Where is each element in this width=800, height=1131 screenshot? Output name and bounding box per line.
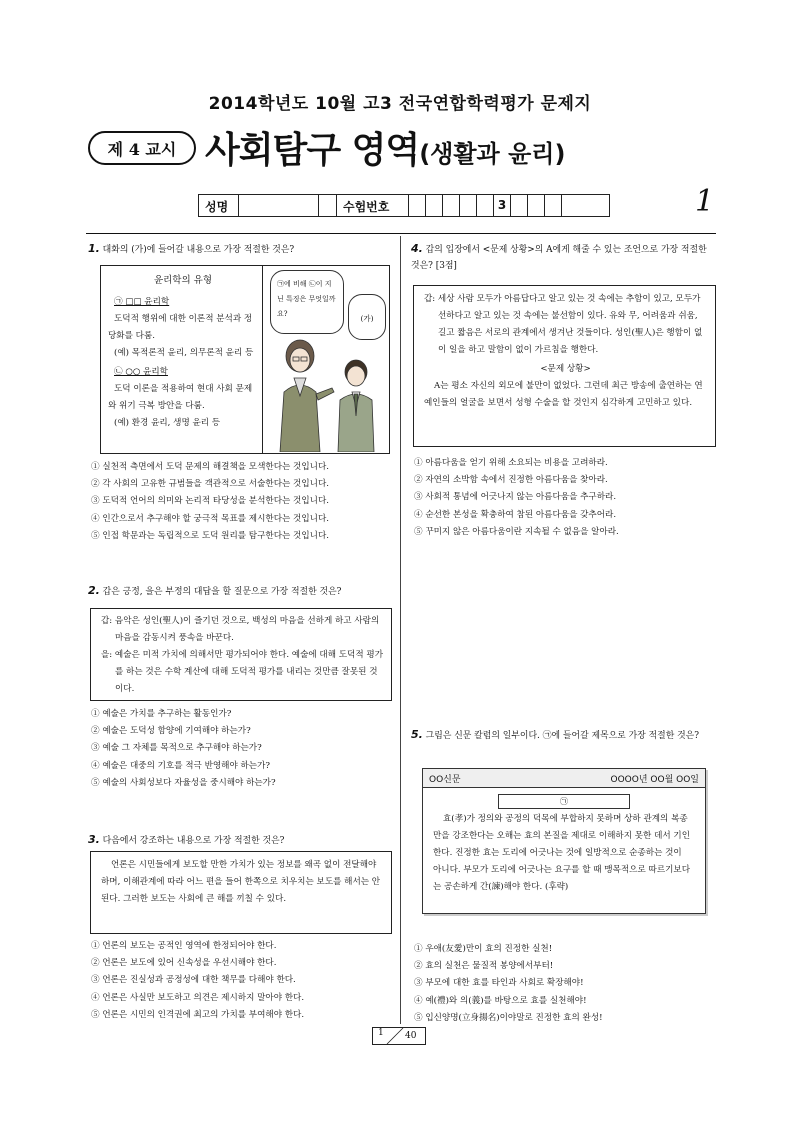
q5-blank-marker: ㉠ [560,797,568,806]
q5-question-text: 그림은 신문 칼럼의 일부이다. ㉠에 들어갈 제목으로 가장 적절한 것은? [425,731,699,741]
q2-option-3[interactable]: ③ 예술 그 자체를 목적으로 추구해야 하는가? [91,743,262,754]
q5-option-5[interactable]: ⑤ 입신양명(立身揚名)이야말로 진정한 효의 완성! [414,1012,603,1023]
q5-options [414,941,719,1027]
q1-type-b-desc: 도덕 이론을 적용하여 현대 사회 문제와 위기 극복 방안을 다룸. [108,384,253,411]
q3-question [88,832,393,849]
q3-option-2[interactable]: ② 언론은 보도에 있어 신속성을 우선시해야 한다. [91,958,277,969]
id-digit-4[interactable] [460,195,477,216]
id-digit-10[interactable] [562,195,579,216]
q1-types-panel [108,272,258,432]
q3-option-4[interactable]: ④ 언론은 사실만 보도하고 의견은 제시하지 말아야 한다. [91,992,305,1003]
id-digit-8[interactable] [528,195,545,216]
q5-paper-name: OO신문 [429,774,461,785]
q4-question [411,241,716,274]
q1-options [91,459,396,545]
header-rule [86,233,716,234]
q5-number: 5. [411,728,423,741]
q1-speech-bubble-teacher [270,270,344,334]
q3-passage: 언론은 시민들에게 보도할 만한 가치가 있는 정보를 왜곡 없이 전달해야 하며, 이해관계에 따라 어느 편을 들어 한쪽으로 치우치는 보도를 해서는 안 된다. 그러한 보도는 사회에 큰 해를 끼칠 수 있다. [101,860,381,904]
q5-paper-date: OOOO년 OO월 OO일 [610,774,699,785]
q5-option-3[interactable]: ③ 부모에 대한 효를 타인과 사회로 확장해야! [414,978,584,989]
id-digit-2[interactable] [426,195,443,216]
q5-option-2[interactable]: ② 효의 실천은 물질적 봉양에서부터! [414,961,554,972]
q4-option-3[interactable]: ③ 사회적 통념에 어긋나지 않는 아름다움을 추구하라. [414,492,617,503]
q5-option-1[interactable]: ① 우애(友愛)만이 효의 진정한 실천! [414,944,553,954]
q4-number: 4. [411,242,423,255]
subject-sub: (생활과 윤리) [419,140,566,168]
q1-number: 1. [88,242,100,255]
q3-question-text: 다음에서 강조하는 내용으로 가장 적절한 것은? [102,836,285,846]
period-badge [88,131,196,165]
name-id-row [198,194,610,217]
footer-page: 1 [378,1028,384,1038]
student-figure [338,360,374,452]
name-field[interactable] [239,195,319,216]
q1-type-b-label: ㉡ ○○ 윤리학 [114,367,168,377]
q1-figure-divider [262,265,263,454]
q2-question-text: 갑은 긍정, 을은 부정의 대답을 할 질문으로 가장 적절한 것은? [102,587,342,597]
q1-type-a-desc: 도덕적 행위에 대한 이론적 분석과 정당화를 다룸. [108,314,253,341]
q2-options [91,706,396,792]
q3-option-5[interactable]: ⑤ 언론은 시민의 인격권에 최고의 가치를 부여해야 한다. [91,1009,305,1020]
q4-option-2[interactable]: ② 자연의 소박함 속에서 진정한 아름다움을 찾아라. [414,475,608,486]
id-digit-7[interactable] [511,195,528,216]
q4-gap-statement: 갑: 세상 사람 모두가 아름답다고 알고 있는 것 속에는 추함이 있고, 모두가 선하다고 알고 있는 것 속에는 불선함이 있다. 유와 무, 어려움과 쉬움, 길고 짧음은 서로의 관계에서 생겨난 것들이다. 성인(聖人)은 행함이 없이 일을 하고 말함이 없이 가르침을 행한다. [424,294,703,355]
q2-question [88,583,393,600]
q5-newspaper-clipping [422,768,706,914]
q2-option-4[interactable]: ④ 예술은 대중의 기호를 적극 반영해야 하는가? [91,760,271,771]
q2-eul-statement: 을: 예술은 미적 가치에 의해서만 평가되어야 한다. 예술에 대해 도덕적 평가를 하는 것은 수학 계산에 대해 도덕적 평가를 내리는 것만큼 잘못된 것이다. [101,650,383,694]
q5-title-blank [498,794,630,809]
q4-options [414,455,719,541]
q4-problem-title: <문제 상황> [540,364,591,374]
q3-passage-box [90,851,392,934]
id-digit-3[interactable] [443,195,460,216]
q4-question-text: 갑의 입장에서 <문제 상황>의 A에게 해줄 수 있는 조언으로 가장 적절한 것은? [3점] [411,245,707,271]
q3-options [91,938,396,1024]
id-digit-1[interactable] [409,195,426,216]
q1-option-5[interactable]: ⑤ 인접 학문과는 독립적으로 도덕 원리를 탐구한다는 것입니다. [91,530,329,541]
q1-speech-2: (가) [360,314,374,323]
q2-passage-box [90,608,392,701]
q1-speech-1: ㉠에 비해 ㉡이 지닌 특징은 무엇일까요? [277,280,336,318]
gap-cell [319,195,337,216]
name-label: 성명 [199,195,239,216]
teacher-figure [280,340,334,452]
q1-illustration [266,336,388,452]
subject-title [205,122,565,173]
q2-gap-statement: 갑: 음악은 성인(聖人)이 즐기던 것으로, 백성의 마음을 선하게 하고 사람의 마음을 감동시켜 풍속을 바꾼다. [101,616,380,643]
q1-option-1[interactable]: ① 실천적 측면에서 도덕 문제의 해결책을 모색한다는 것입니다. [91,462,329,472]
q1-speech-bubble-student [348,294,386,340]
q1-question [88,241,393,258]
q1-option-4[interactable]: ④ 인간으로서 추구해야 할 궁극적 목표를 제시한다는 것입니다. [91,513,329,524]
q4-passage-box [413,285,716,447]
q5-option-4[interactable]: ④ 예(禮)와 의(義)를 바탕으로 효를 실천해야! [414,995,587,1006]
column-divider [400,236,401,1024]
id-label: 수험번호 [337,195,409,216]
q4-option-5[interactable]: ⑤ 꾸미지 않은 아름다움이란 지속될 수 없음을 알아라. [414,526,619,537]
period-badge-label: 제 4 교시 [107,139,177,159]
q1-type-b-example: (예) 환경 윤리, 생명 윤리 등 [114,418,221,428]
q5-newspaper-header [423,769,705,788]
q1-type-a-label: ㉠ □□ 윤리학 [114,297,170,307]
id-digit-5[interactable] [477,195,494,216]
subject-main: 사회탐구 영역 [205,130,420,171]
q3-number: 3. [88,833,100,846]
q1-type-a-example: (예) 목적론적 윤리, 의무론적 윤리 등 [114,348,254,358]
exam-title: 2014학년도 10월 고3 전국연합학력평가 문제지 [208,94,592,114]
q2-option-5[interactable]: ⑤ 예술의 사회성보다 자율성을 중시해야 하는가? [91,777,276,788]
q4-option-4[interactable]: ④ 순선한 본성을 확충하여 참된 아름다움을 갖추어라. [414,509,617,520]
q3-option-3[interactable]: ③ 언론은 진실성과 공정성에 대한 책무를 다해야 한다. [91,975,296,986]
q4-option-1[interactable]: ① 아름다움을 얻기 위해 소요되는 비용을 고려하라. [414,458,608,468]
id-digit-9[interactable] [545,195,562,216]
q2-option-1[interactable]: ① 예술은 가치를 추구하는 활동인가? [91,709,232,719]
id-fixed-digit: 3 [494,195,511,216]
q5-question [411,727,716,744]
q1-option-2[interactable]: ② 각 사회의 고유한 규범들을 객관적으로 서술한다는 것입니다. [91,479,329,490]
q1-panel-title: 윤리학의 유형 [153,275,213,286]
footer-total: 40 [405,1031,417,1041]
page-number: 1 [695,184,715,219]
q4-problem-text: A는 평소 자신의 외모에 불만이 없었다. 그런데 최근 방송에 출연하는 연예인들의 얼굴을 보면서 성형 수술을 할 것인지 심각하게 고민하고 있다. [424,381,703,408]
q3-option-1[interactable]: ① 언론의 보도는 공적인 영역에 한정되어야 한다. [91,941,277,951]
q1-question-text: 대화의 (가)에 들어갈 내용으로 가장 적절한 것은? [102,245,295,255]
q5-column-text: 효(孝)가 정의와 공정의 덕목에 부합하지 못하며 상하 관계의 복종만을 강조한다는 오해는 효의 본질을 제대로 이해하지 못한 데서 기인한다. 진정한 효는 도리에 어긋나는 것에 일방적으로 순종하는 것이 아니다. 부모가 도리에 어긋나는 요구를 할 때 맹목적으로 따르기보다는 공손하게 간(諫)해야 한다. (후략) [433,814,691,892]
footer-page-box [372,1027,426,1045]
q1-option-3[interactable]: ③ 도덕적 언어의 의미와 논리적 타당성을 분석한다는 것입니다. [91,496,329,507]
q2-option-2[interactable]: ② 예술은 도덕성 함양에 기여해야 하는가? [91,726,251,737]
q2-number: 2. [88,584,100,597]
